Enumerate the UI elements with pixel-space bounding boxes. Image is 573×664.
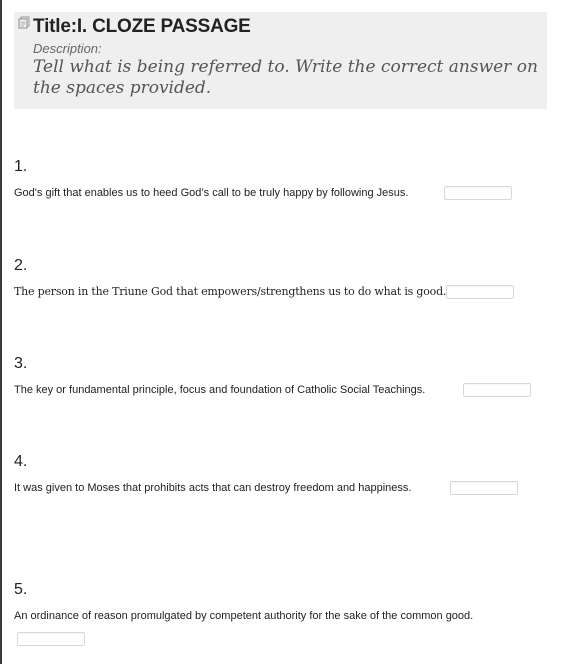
question-number: 5. (14, 581, 28, 598)
answer-input-5[interactable] (17, 632, 85, 646)
answer-input-3[interactable] (463, 383, 531, 397)
question-number: 3. (14, 355, 28, 372)
document-icon (18, 16, 31, 29)
question-text: The person in the Triune God that empowers/strengthens us to do what is good. (14, 285, 447, 298)
passage-header (14, 12, 547, 109)
question-text: The key or fundamental principle, focus and foundation of Catholic Social Teachings. (14, 384, 426, 396)
question-number: 1. (14, 158, 28, 175)
description-text: Tell what is being referred to. Write the correct answer on the spaces provided. (33, 57, 538, 98)
description-label: Description: (33, 41, 102, 56)
question-text: An ordinance of reason promulgated by competent authority for the sake of the common good. (14, 610, 474, 622)
answer-input-2[interactable] (446, 285, 514, 299)
question-text: God's gift that enables us to heed God’s call to be truly happy by following Jesus. (14, 187, 409, 199)
answer-input-1[interactable] (444, 186, 512, 200)
page-title: Title:I. CLOZE PASSAGE (33, 16, 251, 37)
question-text: It was given to Moses that prohibits acts that can destroy freedom and happiness. (14, 482, 412, 494)
question-number: 2. (14, 257, 28, 274)
question-number: 4. (14, 453, 28, 470)
answer-input-4[interactable] (450, 481, 518, 495)
left-border (0, 0, 2, 664)
